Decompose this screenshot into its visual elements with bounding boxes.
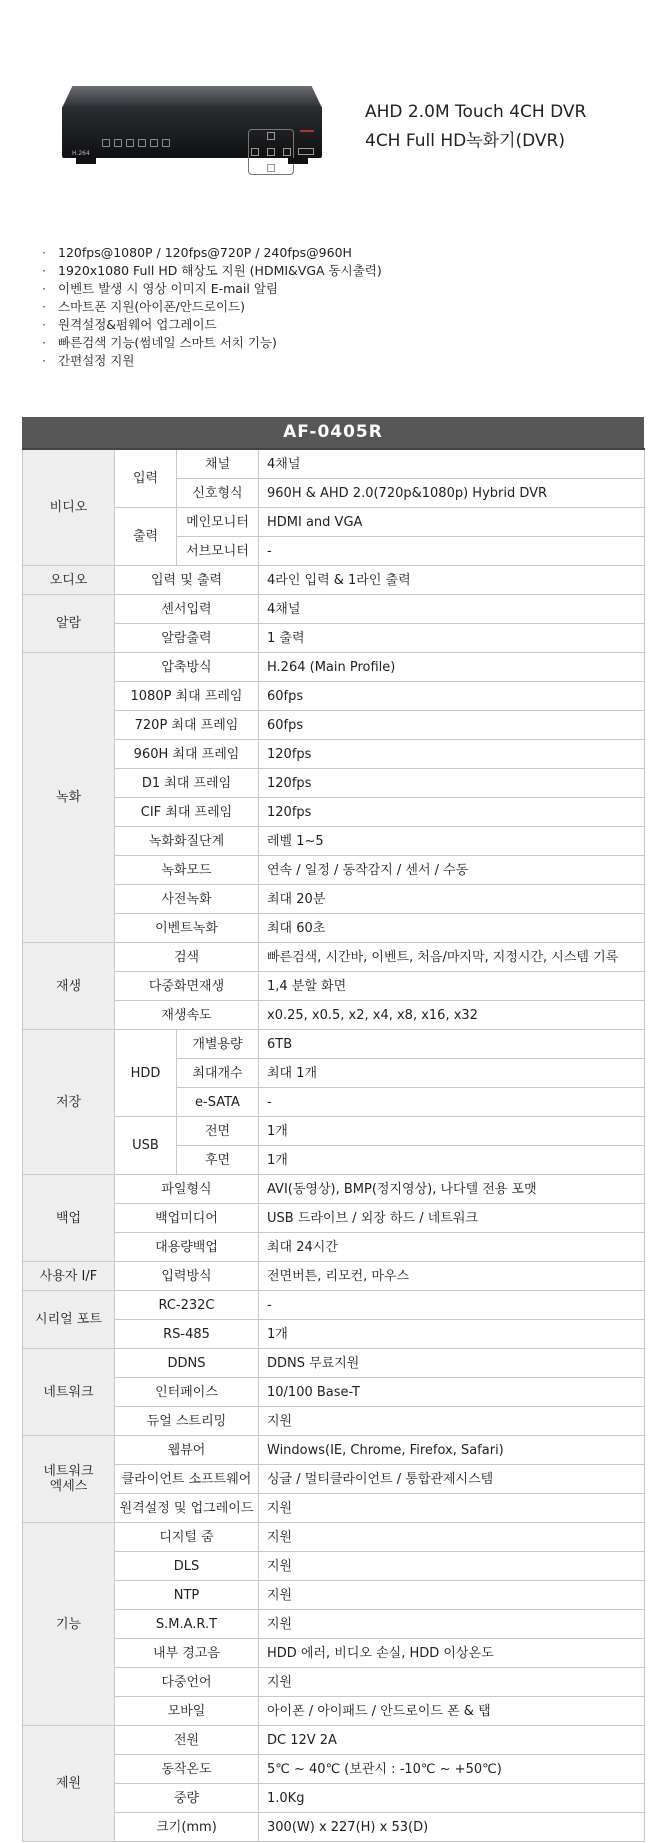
spec-value: 지원 [259, 1523, 645, 1552]
spec-value: 6TB [259, 1030, 645, 1059]
feature-item [42, 334, 622, 352]
spec-value: 연속 / 일정 / 동작감지 / 센서 / 수동 [259, 856, 645, 885]
channel-button-icon [162, 139, 170, 147]
spec-label: 클라이언트 소프트웨어 [115, 1465, 259, 1494]
spec-value: 싱글 / 멀티클라이언트 / 통합관제시스템 [259, 1465, 645, 1494]
spec-value: - [259, 537, 645, 566]
spec-row [23, 1813, 645, 1842]
spec-label: 이벤트녹화 [115, 914, 259, 943]
spec-row [23, 1175, 645, 1204]
spec-row [23, 1465, 645, 1494]
spec-category: 재생 [23, 943, 115, 1030]
feature-item [42, 298, 622, 316]
spec-row [23, 566, 645, 595]
spec-row [23, 914, 645, 943]
spec-value: AVI(동영상), BMP(정지영상), 나다텔 전용 포맷 [259, 1175, 645, 1204]
spec-category: 오디오 [23, 566, 115, 595]
spec-label: RS-485 [115, 1320, 259, 1349]
spec-value: 4채널 [259, 595, 645, 624]
spec-value: 최대 1개 [259, 1059, 645, 1088]
spec-label: 출력 [115, 508, 177, 566]
bullet-icon: · [42, 263, 46, 278]
spec-value: H.264 (Main Profile) [259, 653, 645, 682]
spec-label: 전면 [177, 1117, 259, 1146]
spec-row [23, 1697, 645, 1726]
spec-label: 동작온도 [115, 1755, 259, 1784]
spec-value: 1개 [259, 1117, 645, 1146]
spec-row [23, 1639, 645, 1668]
feature-item [42, 316, 622, 334]
feature-item [42, 280, 622, 298]
spec-label: 원격설정 및 업그레이드 [115, 1494, 259, 1523]
spec-row [23, 1668, 645, 1697]
spec-value: 빠른검색, 시간바, 이벤트, 처음/마지막, 지정시간, 시스템 기록 [259, 943, 645, 972]
spec-row [23, 1291, 645, 1320]
spec-value: 지원 [259, 1610, 645, 1639]
direction-pad-icon [248, 129, 294, 175]
dvr-front-panel [62, 106, 322, 158]
spec-value: 최대 24시간 [259, 1233, 645, 1262]
spec-value: USB 드라이브 / 외장 하드 / 네트워크 [259, 1204, 645, 1233]
spec-value: 1.0Kg [259, 1784, 645, 1813]
spec-value: 전면버튼, 리모컨, 마우스 [259, 1262, 645, 1291]
spec-value: x0.25, x0.5, x2, x4, x8, x16, x32 [259, 1001, 645, 1030]
feature-text: 원격설정&펌웨어 업그레이드 [58, 317, 217, 332]
spec-value: DC 12V 2A [259, 1726, 645, 1755]
spec-label: e-SATA [177, 1088, 259, 1117]
channel-button-icon [114, 139, 122, 147]
spec-label: RC-232C [115, 1291, 259, 1320]
spec-row [23, 1349, 645, 1378]
spec-label: 채널 [177, 449, 259, 479]
spec-row [23, 1726, 645, 1755]
spec-label: 웹뷰어 [115, 1436, 259, 1465]
feature-text: 120fps@1080P / 120fps@720P / 240fps@960H [58, 245, 352, 260]
feature-text: 간편설정 지원 [58, 353, 135, 368]
spec-row [23, 1407, 645, 1436]
spec-label: 알람출력 [115, 624, 259, 653]
spec-label: 신호형식 [177, 479, 259, 508]
channel-button-icon [126, 139, 134, 147]
spec-row [23, 653, 645, 682]
spec-row [23, 1320, 645, 1349]
spec-value: 120fps [259, 740, 645, 769]
spec-category: 알람 [23, 595, 115, 653]
spec-value: 아이폰 / 아이패드 / 안드로이드 폰 & 탭 [259, 1697, 645, 1726]
spec-label: NTP [115, 1581, 259, 1610]
spec-label: 재생속도 [115, 1001, 259, 1030]
spec-label: 1080P 최대 프레임 [115, 682, 259, 711]
spec-row [23, 449, 645, 479]
feature-text: 빠른검색 기능(썸네일 스마트 서치 기능) [58, 335, 277, 350]
spec-row [23, 740, 645, 769]
spec-value: 지원 [259, 1494, 645, 1523]
bullet-icon: · [42, 317, 46, 332]
bullet-icon: · [42, 335, 46, 350]
spec-value: 60fps [259, 682, 645, 711]
spec-label: 960H 최대 프레임 [115, 740, 259, 769]
spec-value: 1개 [259, 1320, 645, 1349]
spec-row [23, 943, 645, 972]
spec-row [23, 827, 645, 856]
spec-value: 지원 [259, 1552, 645, 1581]
bullet-icon: · [42, 353, 46, 368]
spec-label: 검색 [115, 943, 259, 972]
spec-value: - [259, 1291, 645, 1320]
spec-value: 1,4 분할 화면 [259, 972, 645, 1001]
spec-category: 제원 [23, 1726, 115, 1842]
spec-label: 듀얼 스트리밍 [115, 1407, 259, 1436]
spec-label: 사전녹화 [115, 885, 259, 914]
spec-row [23, 798, 645, 827]
spec-row [23, 595, 645, 624]
feature-text: 스마트폰 지원(아이폰/안드로이드) [58, 299, 245, 314]
spec-label: 센서입력 [115, 595, 259, 624]
spec-label: 전원 [115, 1726, 259, 1755]
spec-value: 최대 60초 [259, 914, 645, 943]
spec-value: 지원 [259, 1668, 645, 1697]
model-header: AF-0405R [22, 417, 644, 448]
spec-value: 300(W) x 227(H) x 53(D) [259, 1813, 645, 1842]
spec-row [23, 1378, 645, 1407]
spec-grid [22, 448, 645, 1842]
spec-value: 4채널 [259, 449, 645, 479]
spec-category: 시리얼 포트 [23, 1291, 115, 1349]
spec-row [23, 1581, 645, 1610]
spec-value: 960H & AHD 2.0(720p&1080p) Hybrid DVR [259, 479, 645, 508]
spec-label: 대용량백업 [115, 1233, 259, 1262]
spec-row [23, 856, 645, 885]
spec-label: 녹화화질단계 [115, 827, 259, 856]
spec-category: 네트워크 엑세스 [23, 1436, 115, 1523]
status-led-icon [300, 130, 314, 132]
spec-label: 녹화모드 [115, 856, 259, 885]
spec-row [23, 885, 645, 914]
spec-label: 크기(mm) [115, 1813, 259, 1842]
feature-text: 1920x1080 Full HD 해상도 지원 (HDMI&VGA 동시출력) [58, 263, 382, 278]
spec-label: 모바일 [115, 1697, 259, 1726]
spec-value: 최대 20분 [259, 885, 645, 914]
dvr-foot [76, 158, 96, 164]
spec-row [23, 624, 645, 653]
spec-row [23, 1523, 645, 1552]
spec-label: DLS [115, 1552, 259, 1581]
spec-label: 내부 경고음 [115, 1639, 259, 1668]
spec-value: 120fps [259, 798, 645, 827]
spec-row [23, 1117, 645, 1146]
spec-label: 후면 [177, 1146, 259, 1175]
spec-label: CIF 최대 프레임 [115, 798, 259, 827]
spec-row [23, 769, 645, 798]
spec-row [23, 1755, 645, 1784]
product-subtitle: 4CH Full HD녹화기(DVR) [365, 131, 565, 151]
spec-label: 메인모니터 [177, 508, 259, 537]
spec-table [22, 417, 644, 1842]
dvr-top-cover [62, 86, 322, 108]
spec-label: S.M.A.R.T [115, 1610, 259, 1639]
usb-port-icon [298, 148, 314, 155]
spec-value: 60fps [259, 711, 645, 740]
spec-value: 1개 [259, 1146, 645, 1175]
spec-label: 중량 [115, 1784, 259, 1813]
spec-category: 사용자 I/F [23, 1262, 115, 1291]
spec-value: 지원 [259, 1407, 645, 1436]
spec-value: 레벨 1~5 [259, 827, 645, 856]
spec-label: 서브모니터 [177, 537, 259, 566]
spec-row [23, 1233, 645, 1262]
spec-label: 입력 [115, 449, 177, 508]
spec-label: 다중언어 [115, 1668, 259, 1697]
spec-category: 저장 [23, 1030, 115, 1175]
spec-value: 5℃ ~ 40℃ (보관시 : -10℃ ~ +50℃) [259, 1755, 645, 1784]
spec-label: 인터페이스 [115, 1378, 259, 1407]
spec-category: 녹화 [23, 653, 115, 943]
spec-label: 입력 및 출력 [115, 566, 259, 595]
spec-value: 1 출력 [259, 624, 645, 653]
dvr-product-image [62, 86, 322, 172]
spec-value: HDD 에러, 비디오 손실, HDD 이상온도 [259, 1639, 645, 1668]
spec-row [23, 1494, 645, 1523]
spec-row [23, 1001, 645, 1030]
spec-category: 기능 [23, 1523, 115, 1726]
feature-list [42, 244, 622, 370]
spec-category: 네트워크 [23, 1349, 115, 1436]
spec-label: 디지털 줌 [115, 1523, 259, 1552]
spec-row [23, 682, 645, 711]
spec-label: 개별용량 [177, 1030, 259, 1059]
product-header [0, 0, 650, 220]
spec-label: 파일형식 [115, 1175, 259, 1204]
spec-value: 120fps [259, 769, 645, 798]
spec-label: D1 최대 프레임 [115, 769, 259, 798]
spec-value: 지원 [259, 1581, 645, 1610]
spec-row [23, 1030, 645, 1059]
spec-row [23, 1784, 645, 1813]
channel-button-icon [150, 139, 158, 147]
channel-button-icon [102, 139, 110, 147]
spec-label: 입력방식 [115, 1262, 259, 1291]
spec-value: HDMI and VGA [259, 508, 645, 537]
spec-value: Windows(IE, Chrome, Firefox, Safari) [259, 1436, 645, 1465]
spec-value: 4라인 입력 & 1라인 출력 [259, 566, 645, 595]
spec-label: 720P 최대 프레임 [115, 711, 259, 740]
feature-text: 이벤트 발생 시 영상 이미지 E-mail 알림 [58, 281, 279, 296]
spec-row [23, 508, 645, 537]
spec-label: 다중화면재생 [115, 972, 259, 1001]
spec-row [23, 1610, 645, 1639]
feature-item [42, 262, 622, 280]
spec-label: HDD [115, 1030, 177, 1117]
spec-row [23, 1262, 645, 1291]
spec-value: DDNS 무료지원 [259, 1349, 645, 1378]
spec-category: 백업 [23, 1175, 115, 1262]
spec-row [23, 972, 645, 1001]
dvr-foot [288, 158, 308, 164]
spec-label: DDNS [115, 1349, 259, 1378]
channel-button-icon [138, 139, 146, 147]
bullet-icon: · [42, 299, 46, 314]
spec-label: 최대개수 [177, 1059, 259, 1088]
bullet-icon: · [42, 281, 46, 296]
feature-item [42, 352, 622, 370]
feature-item [42, 244, 622, 262]
dvr-model-print: H.264 [72, 150, 90, 157]
spec-row [23, 1204, 645, 1233]
product-title: AHD 2.0M Touch 4CH DVR [365, 102, 587, 122]
spec-row [23, 711, 645, 740]
bullet-icon: · [42, 245, 46, 260]
spec-category: 비디오 [23, 449, 115, 566]
spec-row [23, 1552, 645, 1581]
spec-label: 압축방식 [115, 653, 259, 682]
spec-value: - [259, 1088, 645, 1117]
spec-label: 백업미디어 [115, 1204, 259, 1233]
spec-row [23, 1436, 645, 1465]
spec-label: USB [115, 1117, 177, 1175]
spec-value: 10/100 Base-T [259, 1378, 645, 1407]
